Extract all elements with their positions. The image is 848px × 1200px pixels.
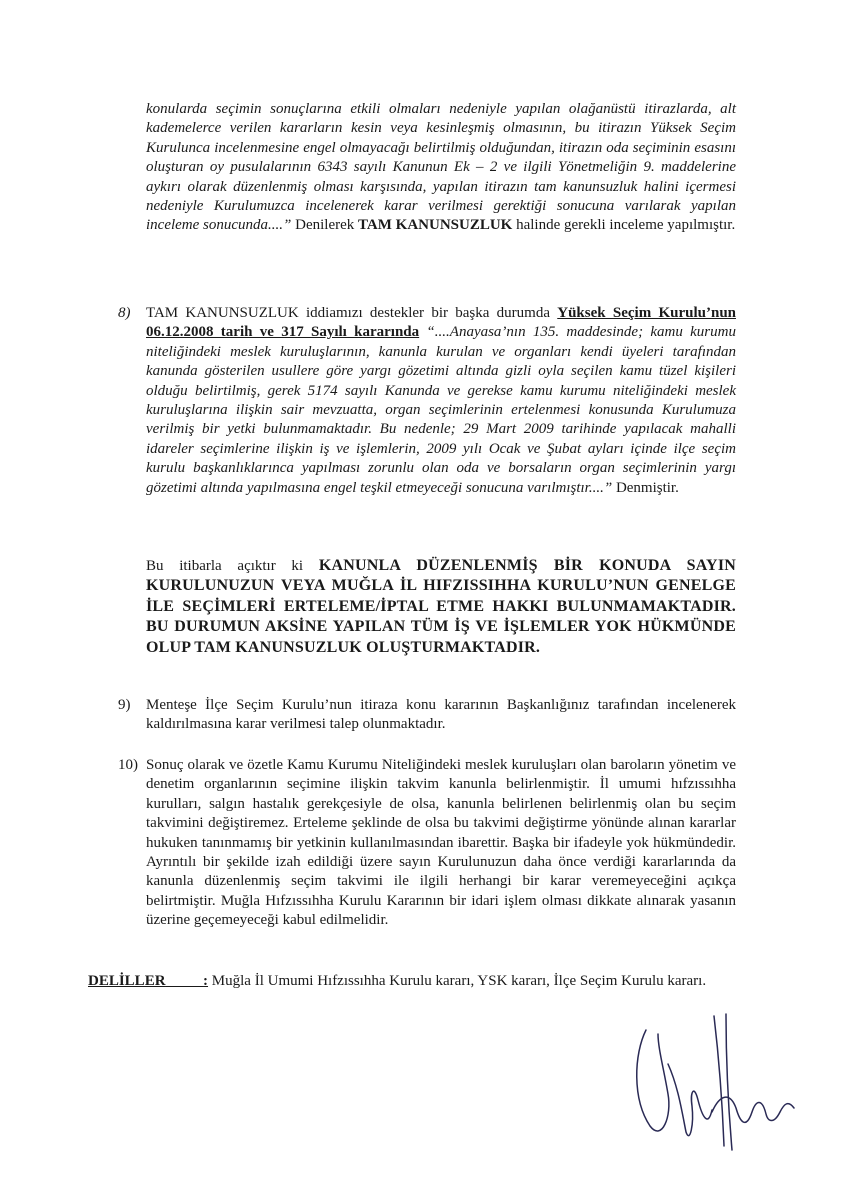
paragraph-item-9: Menteşe İlçe Seçim Kurulu’nun itiraza konu kararının Başkanlığınız tarafından incelenerek kaldırılmasına karar verilmesi talep olunmaktadır. [146, 697, 736, 733]
connector-text: Denilerek [291, 217, 359, 234]
evidence-text: Muğla İl Umumi Hıfzıssıhha Kurulu kararı, YSK kararı, İlçe Seçim Kurulu kararı. [208, 973, 707, 989]
item-number-9: 9) [118, 697, 131, 713]
item-8-end: Denmiştir. [612, 479, 679, 496]
evidence-colon: : [203, 973, 209, 989]
ysk-decision-reference: Yüksek Seçim Kurulu’nun 06.12.2008 tarih ve 317 Sayılı kararında [146, 305, 736, 341]
paragraph-item-10: Sonuç olarak ve özetle Kamu Kurumu Niteliğindeki meslek kuruluşları olan baroların yönetim ve denetim organlarının seçimine ilişkin takvim kanunla belirlenmiştir. İl umumi hıfzıssıhha kurulları, salgın hastalık gerekçesiyle de olsa, kanunla belirlenen belirlenmiş olan bu seçim takvimini değiştiremez. Erteleme şeklinde de olsa bu takvimi değiştirme yönünde alınan kararlar hukuken tanınmamış bir yetkinin kullanılmasından ibarettir. Başka bir ifadeyle yok hükmündedir. Ayrıntılı bir şekilde izah edildiği üzere sayın Kurulunuzun daha önce verdiği kararlarında da kanunla düzenlenmiş seçim takvimi ile ilgili herhangi bir karar veremeyeceğini açıkça belirtmiştir. Muğla Hıfzıssıhha Kurulu Kararının bir idari işlem olması dikkate alınarak yasanın üzerine geçemeyeceği kabul edilmelidir. [146, 757, 736, 929]
conclusion-intro: Bu itibarla açıktır ki [146, 558, 319, 574]
ysk-decision-quote: “....Anayasa’nın 135. maddesinde; kamu kurumu niteliğindeki meslek kuruluşlarının, kanunla kurulan ve organları kendi üyeleri tarafından kanunda gösterilen usullere göre yargı gözetimi altında gizli oyla seçilen kamu tüzel kişileri olduğu belirtilmiş, gerek 5174 sayılı Kanunda ve gerekse kamu kurumu niteliğindeki meslek kuruluşlarına ilişkin sair mevzuatta, organ seçimlerinin ertelenmesi konusunda Kurulumuza verilmiş bir yetki bulunmamaktadır. Bu nedenle; 29 Mart 2009 tarihinde yapılacak mahalli idareler seçimlerine ilişkin iş ve işlemlerin, 2009 yılı Ocak ve Şubat ayları içinde ilçe seçim kurulu başkanlıklarınca yapılması zorunlu olan oda ve borsaların organ seçimlerinin yargı gözetimi altında yapılmasına engel teşkil etmeyeceği sonucuna varılmıştır....” [146, 324, 736, 496]
quote-text: konularda seçimin sonuçlarına etkili olmaları nedeniyle yapılan olağanüstü itirazlarda, alt kademelerce verilen kararların kesin veya kesinleşmiş olmasının, bu itirazın Yüksek Seçim Kurulunca incelenmesine engel olmayacağı belirtilmiş olduğundan, itirazın oda seçiminin esasını oluşturan oy pusulalarının 6343 sayılı Kanunun Ek – 2 ve ilgili Yönetmeliğin 9. maddelerine aykırı olarak düzenlenmiş olması karşısında, yapılan itirazın tam kanunsuzluk halini içermesi nedeniyle Kurulumuzca incelenerek karar verilmesi gerektiği sonucuna varılarak yapılan inceleme sonucunda....” [146, 101, 736, 234]
paragraph-end-text: halinde gerekli inceleme yapılmıştır. [512, 217, 736, 234]
paragraph-item-8 [146, 304, 736, 498]
evidence-label-gap [166, 973, 204, 989]
evidence-label: DELİLLER [88, 973, 166, 989]
item-number-10: 10) [118, 757, 138, 773]
item-number-8: 8) [118, 305, 131, 321]
paragraph-conclusion-bold [146, 556, 736, 658]
emphasis-text: TAM KANUNSUZLUK [358, 217, 513, 234]
item-8-intro: TAM KANUNSUZLUK iddiamızı destekler bir başka durumda [146, 305, 558, 321]
paragraph-continued-quote [146, 100, 736, 236]
signature-icon [628, 1004, 798, 1154]
conclusion-bold-text: KANUNLA DÜZENLENMİŞ BİR KONUDA SAYIN KURULUNUZUN VEYA MUĞLA İL HIFZISSIHHA KURULU’NUN GENELGE İLE SEÇİMLERİ ERTELEME/İPTAL ETME HAKKI BULUNMAMAKTADIR. BU DURUMUN AKSİNE YAPILAN TÜM İŞ VE İŞLEMLER YOK HÜKMÜNDE OLUP TAM KANUNSUZLUK OLUŞTURMAKTADIR. [146, 557, 736, 656]
evidence-section [88, 972, 736, 991]
